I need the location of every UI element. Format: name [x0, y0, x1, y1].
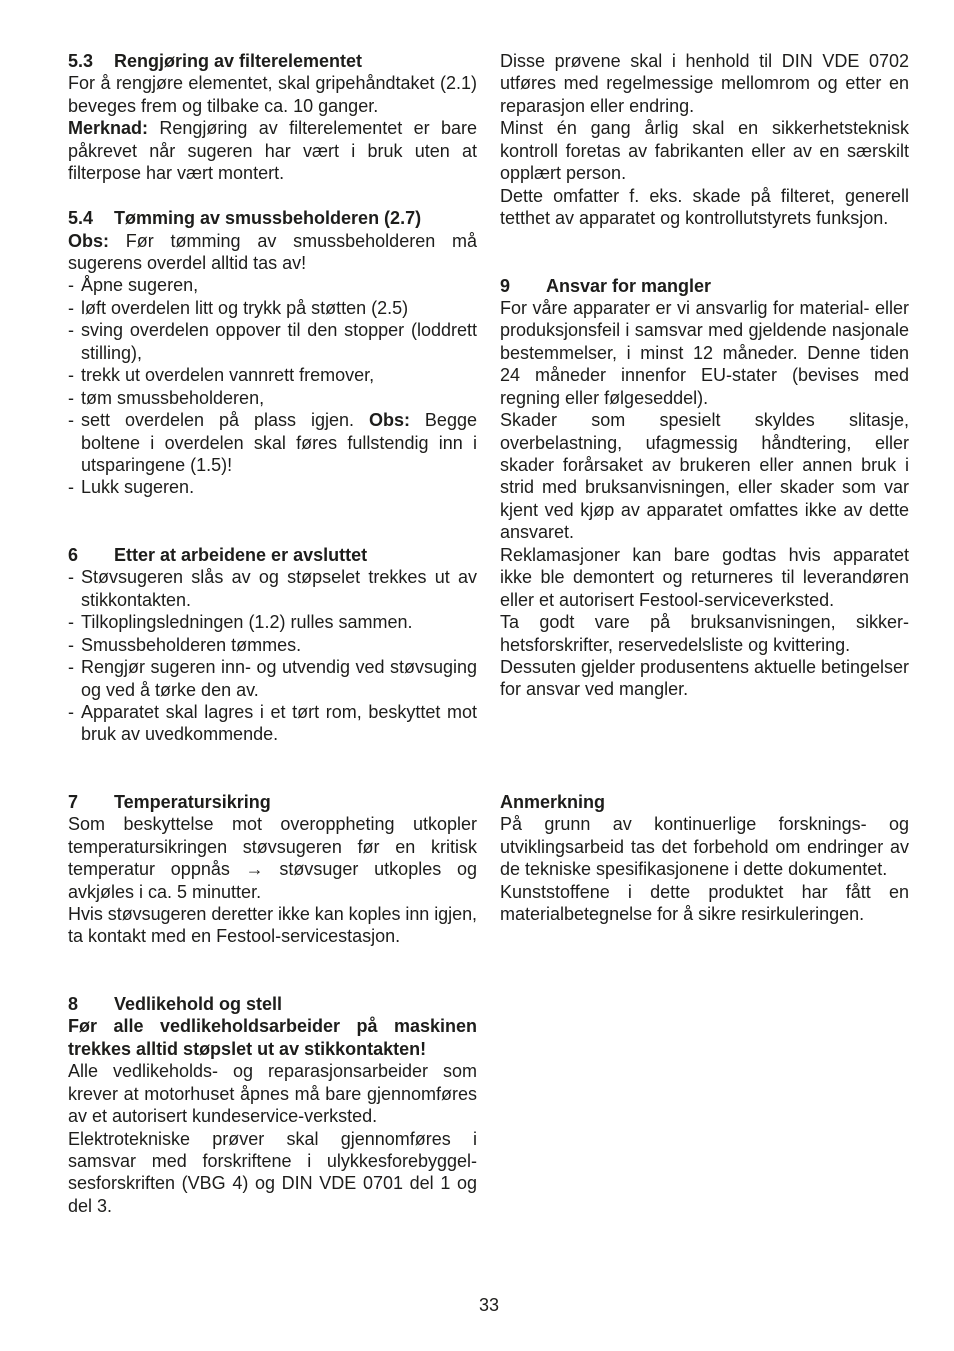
- list-item-text: [81, 364, 477, 386]
- list-item-text: [81, 566, 477, 611]
- section-number: 5.4: [68, 208, 94, 229]
- section-title: Etter at arbeidene er avsluttet: [114, 544, 368, 565]
- section-7: [68, 791, 477, 948]
- line-text: Elektrotekniske prøver skal gjennomføres i: [68, 1128, 477, 1149]
- text-line: [500, 162, 909, 184]
- text-line: [68, 1060, 477, 1082]
- line-text: Skader som spesielt skyldes slitasje,: [500, 410, 909, 431]
- section-anmerkning: [500, 791, 909, 926]
- line-text: Åpne sugeren,: [81, 275, 199, 296]
- paragraph: [500, 185, 909, 230]
- text-line: [500, 72, 909, 94]
- text-line: [500, 813, 909, 835]
- list-bullet: -: [68, 701, 74, 722]
- text-line: [500, 387, 909, 409]
- text-line: [68, 72, 477, 94]
- list-item: [68, 611, 477, 633]
- line-text: ikke ble demontert og returneres til leverandøren: [500, 567, 909, 588]
- line-text: Apparatet skal lagres i et tørt rom, beskyttet mot: [81, 701, 477, 722]
- line-text: reparasjon eller endring.: [500, 95, 695, 116]
- bold-label: Obs:: [368, 410, 410, 431]
- line-text: sugerens overdel alltid tas av!: [68, 253, 307, 274]
- text-line: [500, 319, 909, 341]
- paragraph: [500, 117, 909, 184]
- text-run: Begge: [409, 410, 477, 431]
- text-line: [500, 50, 909, 72]
- line-text: samsvar med forskriftene i ulykkesforebyggel-: [68, 1150, 477, 1171]
- line-text: Dette omfatter f. eks. skade på filteret, generell: [500, 185, 909, 206]
- paragraph: [500, 813, 909, 880]
- text-line: [68, 230, 477, 252]
- section-5-4: [68, 207, 477, 499]
- list-bullet: -: [68, 612, 74, 633]
- bullet-list: [68, 274, 477, 498]
- line-text: stikkontakten.: [81, 589, 192, 610]
- text-line: [81, 342, 477, 364]
- line-text: overbelastning, ufagmessig håndtering, eller: [500, 432, 909, 453]
- text-run: sett overdelen på plass igjen.: [81, 410, 369, 431]
- text-run: Før tømming av smussbeholderen må: [109, 230, 477, 251]
- paragraph: [500, 544, 909, 611]
- text-line: [68, 1015, 477, 1037]
- text-line: [500, 95, 909, 117]
- list-bullet: -: [68, 297, 74, 318]
- line-text: temperatur oppnås → støvsuger utkoples og: [68, 859, 477, 880]
- text-line: [68, 252, 477, 274]
- line-text: del 3.: [68, 1195, 113, 1216]
- text-line: [500, 678, 909, 700]
- section-number: 8: [68, 993, 79, 1014]
- line-text: Lukk sugeren.: [81, 477, 195, 498]
- text-line: [500, 342, 909, 364]
- paragraph: [68, 1015, 477, 1060]
- section-number: 7: [68, 791, 79, 812]
- text-line: [68, 1195, 477, 1217]
- text-line: [500, 903, 909, 925]
- list-item: [68, 634, 477, 656]
- text-line: [81, 589, 477, 611]
- section-number: 5.3: [68, 51, 94, 71]
- list-item: [68, 297, 477, 319]
- line-text: Reklamasjoner kan bare godtas hvis apparatet: [500, 544, 909, 565]
- text-line: [81, 387, 477, 409]
- list-item: [68, 387, 477, 409]
- line-text: de tekniske spesifikasjonene i dette dokumentet.: [500, 859, 888, 880]
- text-line: [81, 297, 477, 319]
- line-text: [68, 230, 477, 252]
- section-5-3: [68, 50, 477, 185]
- text-line: [500, 476, 909, 498]
- section-9: [500, 275, 909, 701]
- text-line: [500, 364, 909, 386]
- line-text: beveges frem og tilbake ca. 10 ganger.: [68, 95, 379, 116]
- list-item: [68, 476, 477, 498]
- text-line: [81, 319, 477, 341]
- list-item: [68, 701, 477, 746]
- line-text: [81, 409, 477, 431]
- text-line: [81, 566, 477, 588]
- section-continued: [500, 50, 909, 230]
- line-text: Disse prøvene skal i henhold til DIN VDE 0702: [500, 51, 909, 71]
- text-line: [68, 95, 477, 117]
- text-line: [500, 207, 909, 229]
- line-text: 24 måneder innenfor EU-stater (bevises med: [500, 365, 909, 386]
- list-bullet: -: [68, 477, 74, 498]
- line-text: boltene i overdelen skal føres fullstendig inn i: [81, 432, 477, 453]
- text-line: [81, 701, 477, 723]
- line-text: utsparingene (1.5)!: [81, 454, 233, 475]
- line-text: strid med bruksanvisningen, eller skader som var: [500, 477, 909, 498]
- text-line: [68, 1083, 477, 1105]
- text-line: [68, 858, 477, 880]
- text-line: [500, 454, 909, 476]
- line-text: [68, 117, 477, 139]
- line-text: Støvsugeren slås av og støpselet trekkes ut av: [81, 567, 477, 588]
- line-text: sving overdelen oppover til den stopper (loddrett: [81, 320, 477, 341]
- text-line: [68, 1105, 477, 1127]
- list-item: [68, 566, 477, 611]
- section-title: Tømming av smussbeholderen (2.7): [114, 208, 422, 229]
- list-item-text: [81, 656, 477, 701]
- line-text: tøm smussbeholderen,: [81, 387, 265, 408]
- paragraph: [68, 1128, 477, 1218]
- line-text: For å rengjøre elementet, skal gripehåndtaket (2.1): [68, 73, 477, 94]
- line-text: løft overdelen litt og trykk på støtten (2.5): [81, 297, 409, 318]
- line-text: regning eller følgeseddel).: [500, 387, 709, 408]
- text-line: [500, 656, 909, 678]
- text-line: [81, 274, 477, 296]
- text-line: [500, 409, 909, 431]
- line-text: temperatursikringen støvsugeren før en kritisk: [68, 836, 477, 857]
- left-column: [68, 0, 477, 1351]
- text-run: Rengjøring av filterelementet er bare: [148, 118, 477, 139]
- text-line: [81, 634, 477, 656]
- section-number: 6: [68, 544, 79, 565]
- line-text: for ansvar ved mangler.: [500, 679, 689, 700]
- text-line: [500, 858, 909, 880]
- text-line: [68, 881, 477, 903]
- line-text: eller et autorisert Festool-serviceverksted.: [500, 589, 835, 610]
- line-text: utføres med regelmessige mellomrom og etter en: [500, 73, 909, 94]
- list-item-text: [81, 274, 477, 296]
- right-column: [500, 0, 909, 1351]
- line-text: produksjonsfeil i samsvar med gjeldende nasjonale: [500, 320, 909, 341]
- list-bullet: -: [68, 387, 74, 408]
- paragraph: [68, 903, 477, 948]
- text-line: [500, 634, 909, 656]
- bold-label: Obs:: [68, 230, 110, 251]
- line-text: stilling),: [81, 342, 143, 363]
- text-line: [500, 881, 909, 903]
- line-text: Smussbeholderen tømmes.: [81, 634, 302, 655]
- line-text: utviklingsarbeid tas det forbehold om endringer av: [500, 836, 909, 857]
- list-bullet: -: [68, 320, 74, 341]
- line-text: avkjøles i ca. 5 minutter.: [68, 881, 262, 902]
- section-heading: [500, 275, 909, 297]
- section-heading: [500, 791, 909, 813]
- list-item-text: [81, 634, 477, 656]
- line-text: bestemmelser, i minst 12 måneder. Denne tiden: [500, 342, 909, 363]
- section-number: 9: [500, 275, 511, 296]
- line-text: Dessuten gjelder produsentens aktuelle betingelser: [500, 656, 909, 677]
- line-text: sesforskriften (VBG 4) og DIN VDE 0701 del 1 og: [68, 1173, 477, 1194]
- text-line: [68, 1150, 477, 1172]
- list-item-text: [81, 611, 477, 633]
- line-text: Minst én gang årlig skal en sikkerhetsteknisk: [500, 118, 909, 139]
- text-line: [500, 140, 909, 162]
- line-text: påkrevet når sugeren har vært i bruk uten at: [68, 140, 477, 161]
- list-item: [68, 409, 477, 476]
- line-text: materialbetegnelse for å sikre resirkuleringen.: [500, 904, 865, 925]
- text-line: [81, 432, 477, 454]
- paragraph: [68, 117, 477, 184]
- text-line: [68, 925, 477, 947]
- text-line: [81, 476, 477, 498]
- paragraph: [68, 813, 477, 903]
- text-line: [500, 836, 909, 858]
- line-text: filterpose har vært montert.: [68, 163, 285, 184]
- text-line: [68, 903, 477, 925]
- text-line: [68, 1038, 477, 1060]
- list-item-text: [81, 701, 477, 746]
- list-bullet: -: [68, 410, 74, 431]
- paragraph: [500, 297, 909, 409]
- list-bullet: -: [68, 567, 74, 588]
- text-line: [81, 723, 477, 745]
- line-text: hetsforskrifter, reservedelsliste og kvittering.: [500, 634, 851, 655]
- section-title: Rengjøring av filterelementet: [114, 51, 363, 71]
- list-item-text: [81, 297, 477, 319]
- text-line: [81, 454, 477, 476]
- list-bullet: -: [68, 634, 74, 655]
- section-6: [68, 544, 477, 746]
- section-heading: [68, 544, 477, 566]
- line-text: Rengjør sugeren inn- og utvendig ved støvsuging: [81, 657, 477, 678]
- line-text: og ved å tørke den av.: [81, 679, 259, 700]
- paragraph: [500, 611, 909, 656]
- section-title: Vedlikehold og stell: [114, 993, 283, 1014]
- line-text: tetthet av apparatet og kontrollutstyrets funksjon.: [500, 208, 889, 229]
- bold-label: Merknad:: [68, 118, 149, 139]
- text-line: [81, 656, 477, 678]
- line-text: kontroll foretas av fabrikanten eller av en særskilt: [500, 140, 909, 161]
- section-heading: [68, 207, 477, 229]
- section-heading: [68, 50, 477, 72]
- text-line: [68, 117, 477, 139]
- list-item: [68, 274, 477, 296]
- list-bullet: -: [68, 365, 74, 386]
- list-item-text: [81, 409, 477, 476]
- section-title: Ansvar for mangler: [546, 275, 712, 296]
- text-line: [500, 185, 909, 207]
- line-text: krever at motorhuset åpnes må bare gjennomføres: [68, 1083, 477, 1104]
- paragraph: [68, 72, 477, 117]
- line-text: ta kontakt med en Festool-servicestasjon.: [68, 926, 401, 947]
- text-line: [500, 589, 909, 611]
- line-text: Som beskyttelse mot overoppheting utkopler: [68, 814, 477, 835]
- line-text: Før alle vedlikeholdsarbeider på maskinen: [68, 1016, 477, 1037]
- line-text: Alle vedlikeholds- og reparasjonsarbeider som: [68, 1061, 477, 1082]
- text-line: [81, 409, 477, 431]
- section-8: [68, 993, 477, 1217]
- line-text: trekk ut overdelen vannrett fremover,: [81, 365, 375, 386]
- paragraph: [500, 656, 909, 701]
- paragraph: [500, 50, 909, 117]
- list-bullet: -: [68, 657, 74, 678]
- text-line: [500, 432, 909, 454]
- text-line: [81, 611, 477, 633]
- paragraph: [500, 881, 909, 926]
- section-title: Temperatursikring: [114, 791, 271, 812]
- section-heading: [68, 993, 477, 1015]
- section-title: Anmerkning: [500, 791, 606, 812]
- list-item: [68, 656, 477, 701]
- paragraph: [68, 230, 477, 275]
- line-text: skader forårsaket av brukeren eller annen bruk i: [500, 455, 909, 475]
- text-line: [68, 1128, 477, 1150]
- list-bullet: -: [68, 275, 74, 296]
- line-text: trekkes alltid støpslet ut av stikkontakten!: [68, 1038, 427, 1059]
- line-text: Kunststoffene i dette produktet har fått en: [500, 881, 909, 902]
- text-line: [500, 566, 909, 588]
- line-text: av et autorisert kundeservice-verksted.: [68, 1106, 378, 1127]
- line-text: Ta godt vare på bruksanvisningen, sikker-: [500, 612, 909, 633]
- list-item-text: [81, 319, 477, 364]
- text-line: [500, 521, 909, 543]
- bullet-list: [68, 566, 477, 746]
- line-text: Hvis støvsugeren deretter ikke kan koples inn igjen,: [68, 904, 477, 925]
- line-text: opplært person.: [500, 163, 627, 184]
- paragraph: [500, 409, 909, 544]
- text-line: [500, 117, 909, 139]
- line-text: ansvaret.: [500, 522, 575, 543]
- line-text: For våre apparater er vi ansvarlig for material- eller: [500, 297, 909, 318]
- section-heading: [68, 791, 477, 813]
- text-line: [68, 1172, 477, 1194]
- line-text: Tilkoplingsledningen (1.2) rulles sammen.: [81, 612, 413, 633]
- text-line: [500, 611, 909, 633]
- line-text: kjent ved kjøp av apparatet omfattes ikke av dette: [500, 499, 909, 520]
- text-line: [500, 499, 909, 521]
- text-line: [68, 836, 477, 858]
- text-line: [500, 544, 909, 566]
- text-line: [68, 813, 477, 835]
- list-item-text: [81, 476, 477, 498]
- text-line: [81, 364, 477, 386]
- list-item: [68, 319, 477, 364]
- text-line: [81, 679, 477, 701]
- line-text: bruk av uvedkommende.: [81, 724, 279, 745]
- line-text: På grunn av kontinuerlige forsknings- og: [500, 814, 909, 835]
- page-number: 33: [478, 1295, 500, 1315]
- list-item: [68, 364, 477, 386]
- list-item-text: [81, 387, 477, 409]
- text-line: [68, 140, 477, 162]
- text-line: [68, 162, 477, 184]
- paragraph: [68, 1060, 477, 1127]
- text-line: [500, 297, 909, 319]
